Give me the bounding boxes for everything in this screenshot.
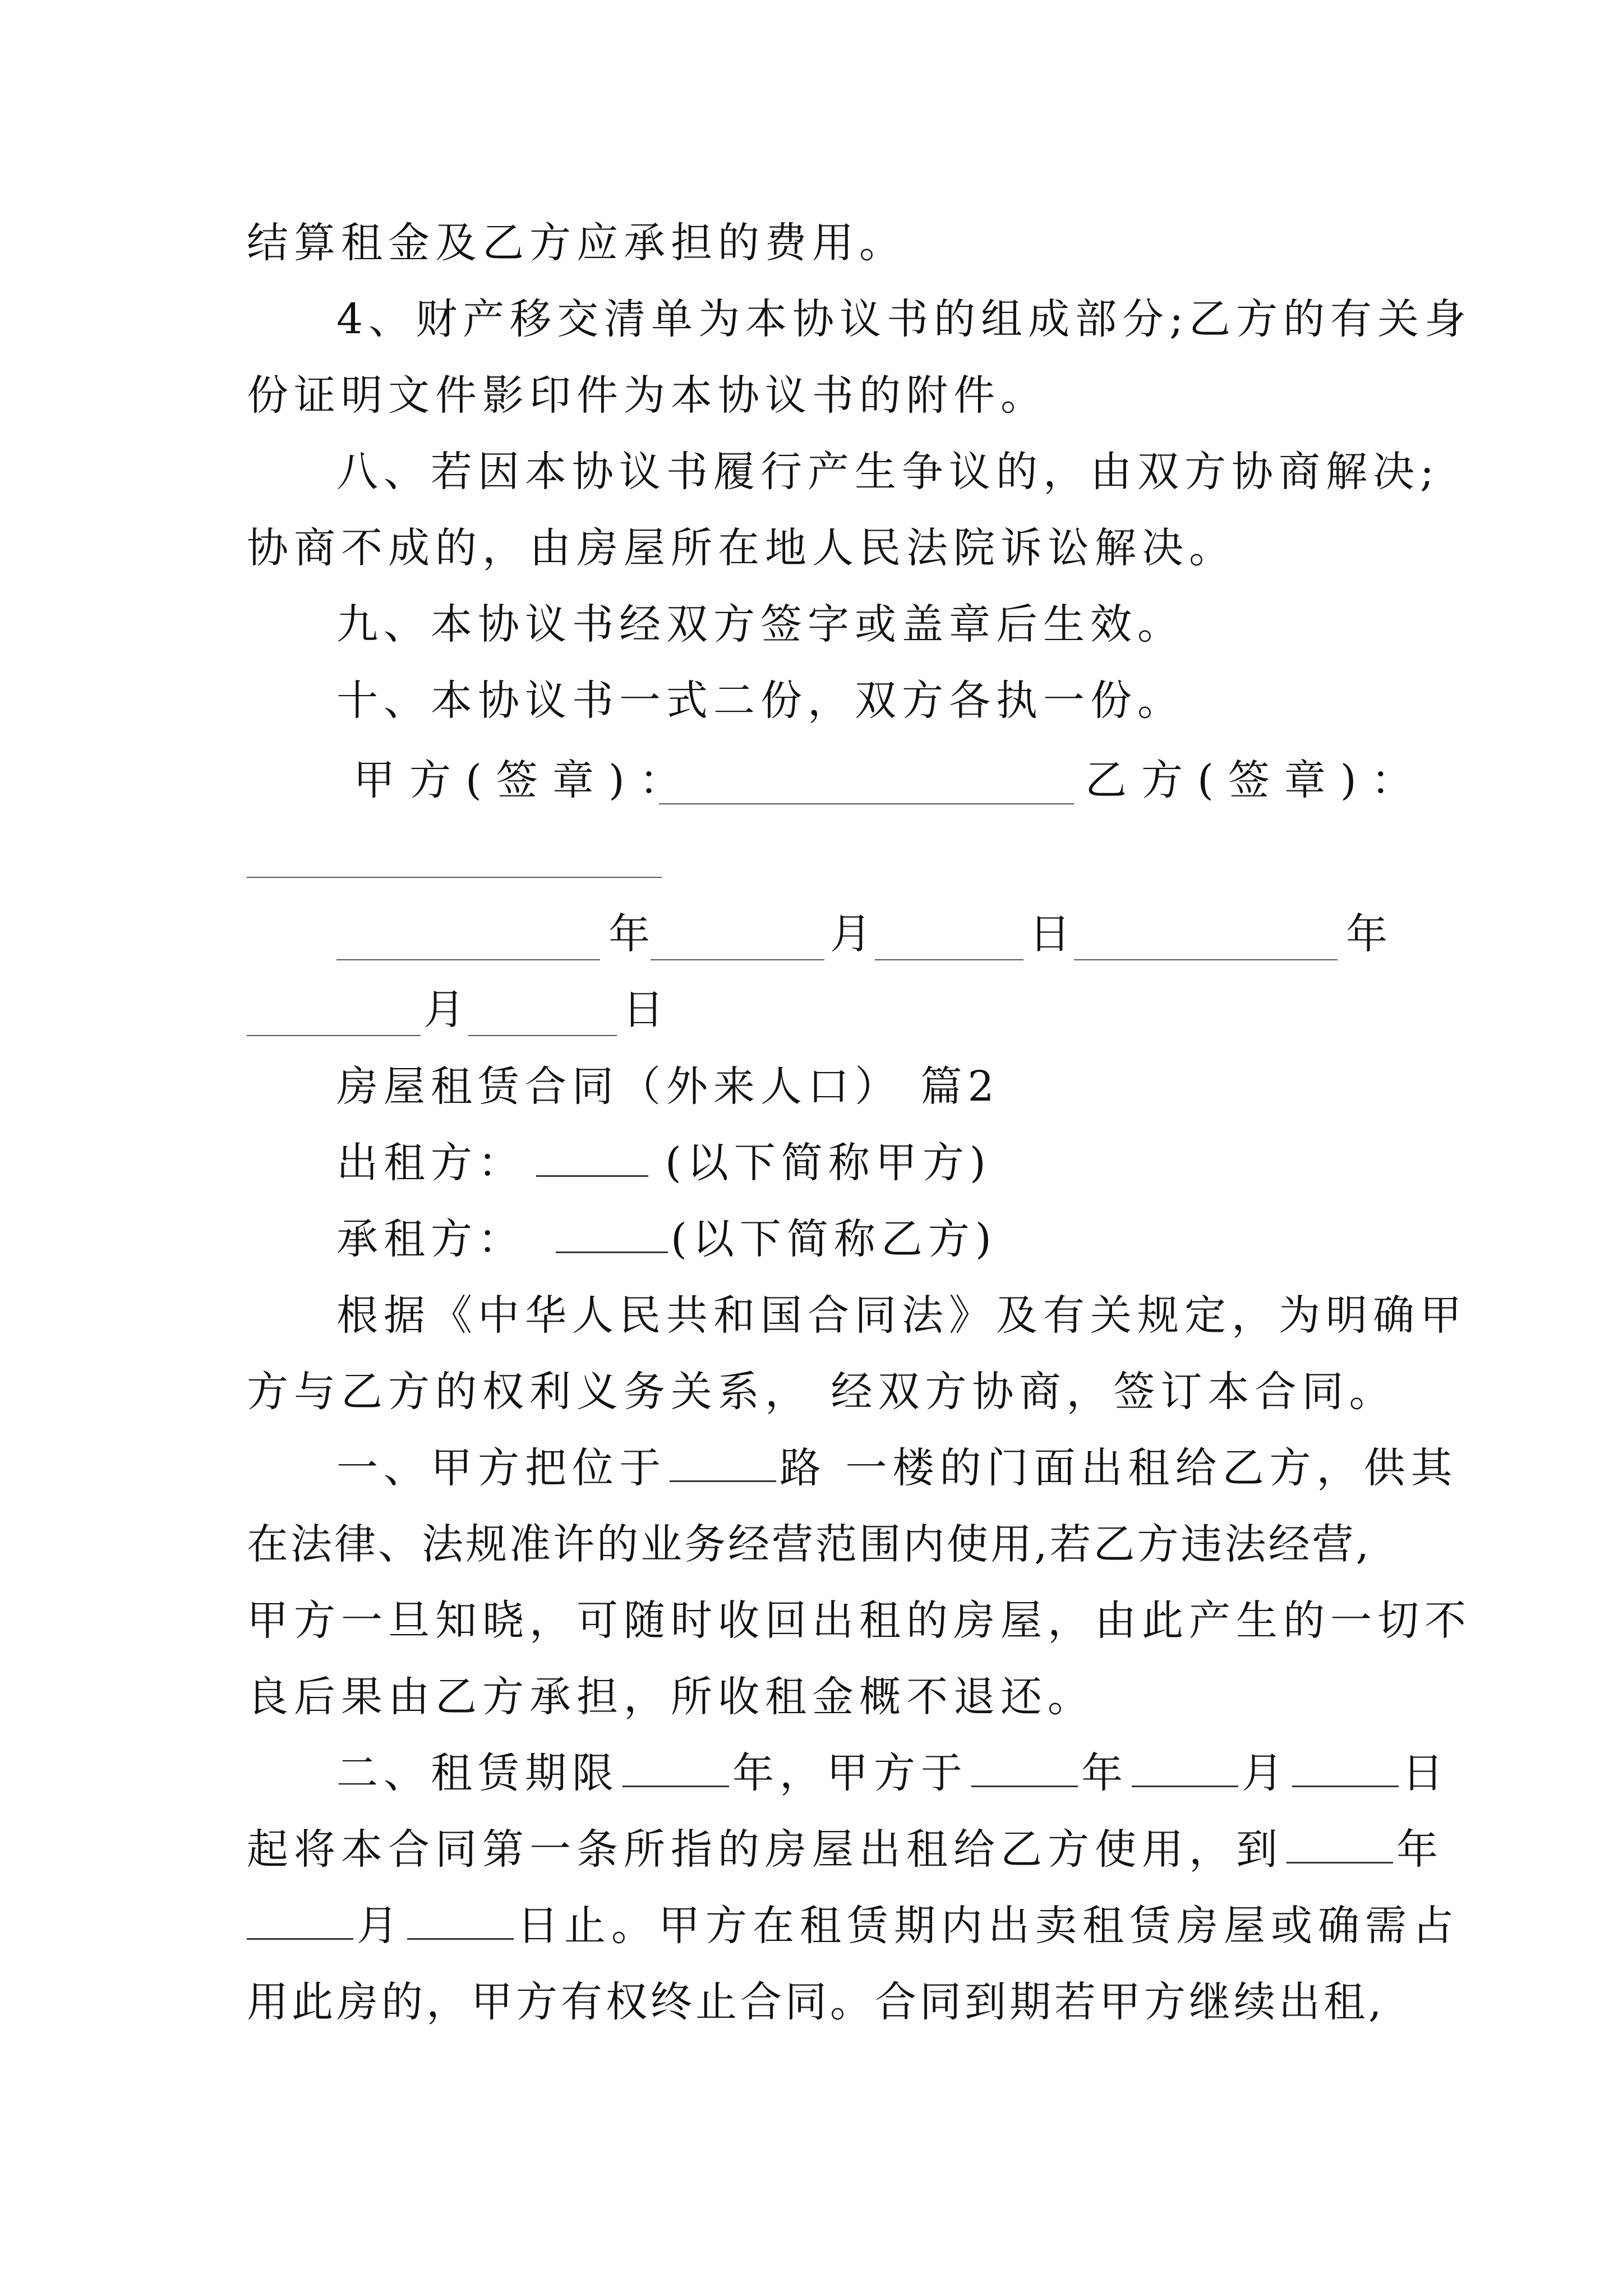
lessee-label: 承租方： bbox=[336, 1215, 525, 1263]
section-2-heading: 房屋租赁合同（外来人口） 篇2 bbox=[336, 1062, 1000, 1111]
party-b-month-blank bbox=[247, 1035, 421, 1036]
party-a-year-blank bbox=[336, 959, 600, 960]
clause-1-line-3: 甲方一旦知晓，可随时收回出租的房屋，由此产生的一切不 bbox=[247, 1596, 1472, 1645]
lessor-name-blank bbox=[536, 1136, 648, 1177]
start-day-blank bbox=[1292, 1746, 1399, 1787]
start-month-label: 月 bbox=[1242, 1749, 1289, 1797]
intro-line-1: 根据《中华人民共和国合同法》及有关规定，为明确甲 bbox=[336, 1291, 1467, 1340]
party-a-day-label: 日 bbox=[1029, 910, 1071, 958]
party-b-year-label: 年 bbox=[1346, 910, 1387, 958]
clause-2-year-comma: 年，甲方于 bbox=[732, 1749, 968, 1797]
paragraph-2-line-2: 份证明文件影印件为本协议书的附件。 bbox=[247, 371, 1048, 420]
party-b-signature-blank bbox=[247, 877, 662, 878]
party-a-month-blank bbox=[651, 959, 824, 960]
clause-1-line-2: 在法律、法规准许的业务经营范围内使用,若乙方违法经营, bbox=[247, 1520, 1372, 1568]
paragraph-4-line-1: 九、本协议书经双方签字或盖章后生效。 bbox=[336, 600, 1184, 648]
party-b-year-blank bbox=[1074, 959, 1338, 960]
paragraph-3-line-1: 八、若因本协议书履行产生争议的，由双方协商解决; bbox=[336, 448, 1440, 496]
clause-2-line-3 bbox=[247, 1898, 1459, 1954]
lessee-row bbox=[336, 1211, 997, 1267]
lessor-suffix: (以下简称甲方) bbox=[665, 1139, 992, 1187]
paragraph-3-line-2: 协商不成的，由房屋所在地人民法院诉讼解决。 bbox=[247, 524, 1236, 572]
party-a-year-label: 年 bbox=[608, 910, 650, 958]
start-month-blank bbox=[1132, 1746, 1238, 1787]
party-b-day-label: 日 bbox=[623, 986, 664, 1034]
clause-1-line-1 bbox=[336, 1440, 1458, 1496]
clause-2-line-3-rest: 日止。甲方在租赁期内出卖租赁房屋或确需占 bbox=[517, 1902, 1459, 1950]
lessor-label: 出租方： bbox=[336, 1139, 525, 1187]
party-a-signature-label: 甲方(签章)： bbox=[353, 756, 695, 804]
lessee-suffix: (以下简称乙方) bbox=[671, 1215, 997, 1263]
clause-1-line-1-rest: 路 一楼的门面出租给乙方，供其 bbox=[780, 1444, 1458, 1492]
party-b-day-blank bbox=[468, 1035, 617, 1036]
intro-line-2: 方与乙方的权利义务关系， 经双方协商，签订本合同。 bbox=[247, 1368, 1396, 1416]
clause-1-line-4: 良后果由乙方承担，所收租金概不退还。 bbox=[247, 1673, 1095, 1721]
end-year-label: 年 bbox=[1396, 1825, 1444, 1874]
lessee-name-blank bbox=[556, 1212, 668, 1253]
start-day-label: 日 bbox=[1402, 1749, 1449, 1797]
start-year-label: 年 bbox=[1081, 1749, 1128, 1797]
end-month-blank bbox=[247, 1899, 353, 1940]
paragraph-1-line-1: 结算租金及乙方应承担的费用。 bbox=[247, 219, 906, 267]
end-year-blank bbox=[1287, 1823, 1393, 1864]
clause-2-line-4: 用此房的，甲方有权终止合同。合同到期若甲方继续出租, bbox=[247, 1978, 1385, 2026]
party-b-signature-label: 乙方(签章)： bbox=[1085, 756, 1427, 804]
party-b-month-label: 月 bbox=[423, 986, 465, 1034]
clause-1-prefix: 一、甲方把位于 bbox=[336, 1444, 666, 1492]
end-day-blank bbox=[407, 1899, 514, 1940]
lease-term-years-blank bbox=[623, 1746, 729, 1787]
start-year-blank bbox=[971, 1746, 1078, 1787]
party-a-day-blank bbox=[875, 959, 1023, 960]
clause-2-line-2-text: 起将本合同第一条所指的房屋出租给乙方使用，到 bbox=[247, 1825, 1283, 1874]
end-month-label: 月 bbox=[357, 1902, 404, 1950]
party-a-month-label: 月 bbox=[830, 910, 872, 958]
paragraph-2-line-1: 4、财产移交清单为本协议书的组成部分;乙方的有关身 bbox=[336, 295, 1472, 343]
clause-2-prefix: 二、租赁期限 bbox=[336, 1749, 619, 1797]
clause-2-line-2 bbox=[247, 1821, 1444, 1878]
paragraph-5-line-1: 十、本协议书一式二份，双方各执一份。 bbox=[336, 677, 1184, 725]
lessor-row bbox=[336, 1135, 992, 1191]
party-a-signature-blank bbox=[659, 803, 1074, 804]
road-name-blank bbox=[670, 1441, 776, 1482]
clause-2-line-1 bbox=[336, 1745, 1449, 1801]
